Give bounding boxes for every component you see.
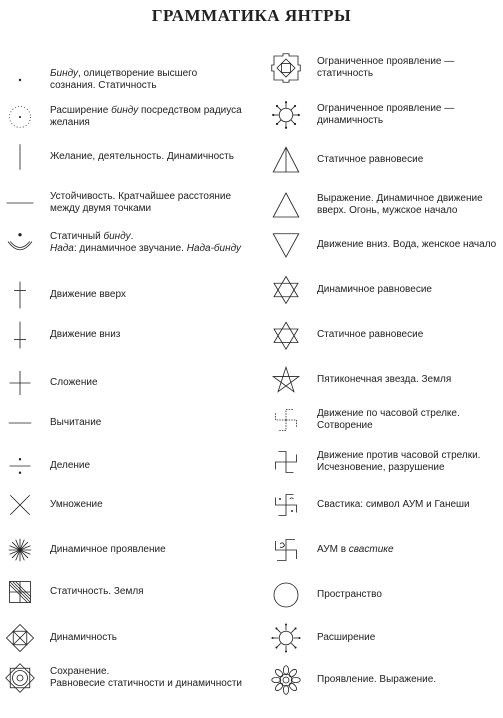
square-gates-icon <box>271 53 301 83</box>
diamond-square-icon <box>5 623 35 653</box>
page-title: ГРАММАТИКА ЯНТРЫ <box>151 6 352 25</box>
circle-icon <box>271 580 301 610</box>
aum-swastika-icon <box>271 535 301 565</box>
right-row-12-label: Пространство <box>317 589 382 600</box>
plus-icon <box>5 368 35 398</box>
left-row-9-label: Деление <box>50 460 91 471</box>
cross-down-icon <box>5 320 35 350</box>
left-row-12-label: Статичность. Земля <box>50 586 144 597</box>
vertical-line-icon <box>5 142 35 172</box>
right-row-13-label: Расширение <box>317 632 376 643</box>
circle-arrows-icon <box>271 623 301 653</box>
left-row-13-label: Динамичность <box>50 632 117 643</box>
left-row-7-label: Сложение <box>50 377 98 388</box>
swastika-clockwise-icon <box>271 405 301 435</box>
left-row-10-label: Умножение <box>50 499 103 510</box>
left-row-14-label: Сохранение. Равновесие статичности и динамичности <box>50 666 242 689</box>
triangle-down-icon <box>271 230 301 260</box>
lotus-circle-icon <box>271 665 301 695</box>
right-row-0-label: Ограниченное проявление — статичность <box>317 56 455 79</box>
right-row-4-label: Движение вниз. Вода, женское начало <box>317 239 497 250</box>
dotted-circle-icon <box>5 102 35 132</box>
bindu-dot-icon <box>5 65 35 95</box>
left-row-4-label: Статичный бинду. Нада: динамичное звучание. Нада-бинду <box>50 231 242 254</box>
right-row-8-label: Движение по часовой стрелке. Сотворение <box>317 408 460 431</box>
nada-bindu-icon <box>5 228 35 258</box>
right-row-1-label: Ограниченное проявление — динамичность <box>317 103 455 126</box>
right-row-6-label: Статичное равновесие <box>317 329 424 340</box>
left-row-6-label: Движение вниз <box>50 329 121 340</box>
swastika-aum-icon <box>271 490 301 520</box>
division-icon <box>5 451 35 481</box>
right-row-11-label: АУМ в свастике <box>317 544 394 555</box>
right-row-7-label: Пятиконечная звезда. Земля <box>317 374 452 385</box>
right-row-14-label: Проявление. Выражение. <box>317 674 437 685</box>
right-row-5-label: Динамичное равновесие <box>317 284 432 295</box>
hexagram-static-icon <box>271 320 301 350</box>
left-row-5-label: Движение вверх <box>50 289 126 300</box>
swastika-counter-icon <box>271 447 301 477</box>
minus-icon <box>5 408 35 438</box>
multiply-icon <box>5 490 35 520</box>
square-hatched-icon <box>5 577 35 607</box>
circle-rays-icon <box>271 100 301 130</box>
right-row-10-label: Свастика: символ АУМ и Ганеши <box>317 499 470 510</box>
right-row-9-label: Движение против часовой стрелки. Исчезновение, разрушение <box>317 450 481 473</box>
square-circle-diamond-icon <box>5 663 35 693</box>
right-row-3-label: Выражение. Динамичное движение вверх. Огонь, мужское начало <box>317 193 483 216</box>
horizontal-line-icon <box>5 188 35 218</box>
left-row-1-label: Расширение бинду посредством радиуса желания <box>50 105 242 128</box>
left-row-8-label: Вычитание <box>50 417 102 428</box>
cross-up-icon <box>5 280 35 310</box>
left-row-0-label: Бинду, олицетворение высшего сознания. Статичность <box>50 68 198 91</box>
triangle-up-icon <box>271 190 301 220</box>
left-row-3-label: Устойчивость. Кратчайшее расстояние между двумя точками <box>50 191 232 214</box>
triangle-line-icon <box>271 145 301 175</box>
star-burst-icon <box>5 535 35 565</box>
pentagram-icon <box>271 365 301 395</box>
left-row-11-label: Динамичное проявление <box>50 544 166 555</box>
right-row-2-label: Статичное равновесие <box>317 154 424 165</box>
left-row-2-label: Желание, деятельность. Динамичность <box>50 151 234 162</box>
hexagram-dynamic-icon <box>271 275 301 305</box>
